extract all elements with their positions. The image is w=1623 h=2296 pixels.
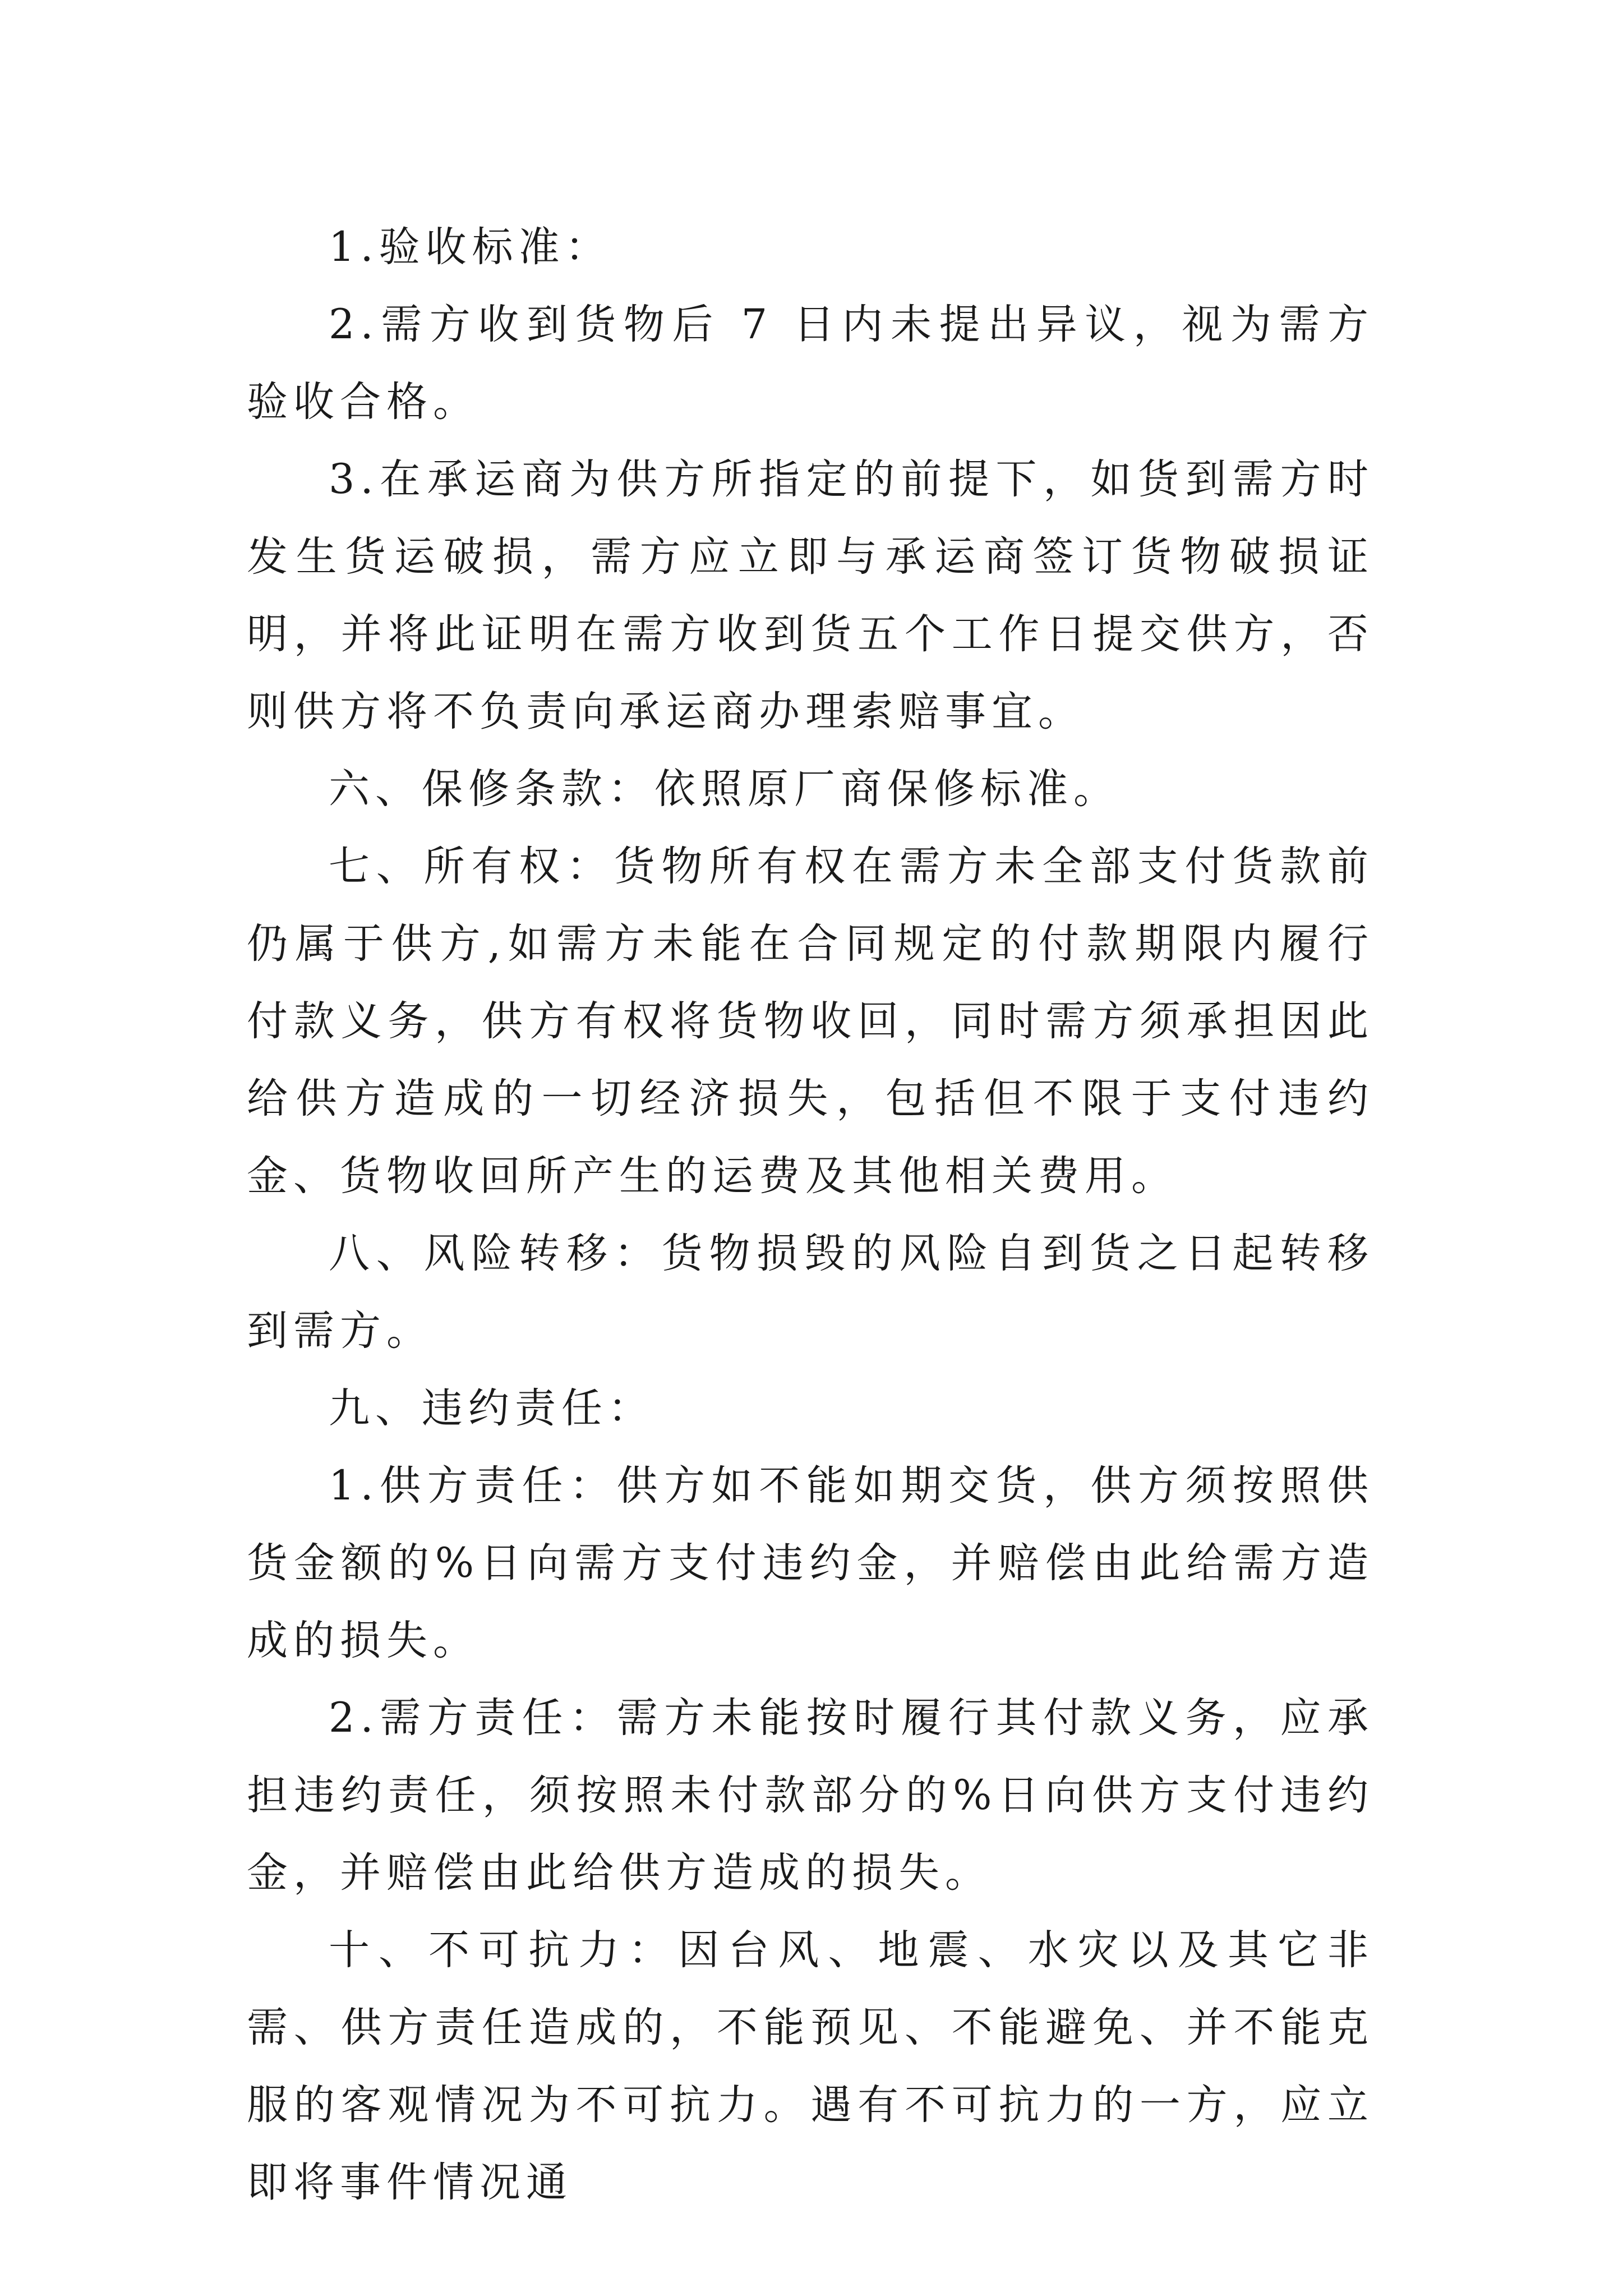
document-body [247, 209, 1374, 2221]
paragraph-supplier-liability: 1.供方责任：供方如不能如期交货，供方须按照供货金额的%日向需方支付违约金，并赔偿由此给需方造成的损失。 [247, 1462, 1374, 1664]
paragraph-risk-transfer: 八、风险转移：货物损毁的风险自到货之日起转移到需方。 [247, 1230, 1374, 1355]
paragraph-buyer-liability: 2.需方责任：需方未能按时履行其付款义务，应承担违约责任，须按照未付款部分的%日向供方支付违约金，并赔偿由此给供方造成的损失。 [247, 1694, 1374, 1897]
paragraph-ownership: 七、所有权：货物所有权在需方未全部支付货款前仍属于供方,如需方未能在合同规定的付款期限内履行付款义务，供方有权将货物收回，同时需方须承担因此给供方造成的一切经济损失，包括但不限于支付违约金、货物收回所产生的运费及其他相关费用。 [247, 843, 1374, 1200]
paragraph-acceptance-deadline: 2.需方收到货物后 7 日内未提出异议，视为需方验收合格。 [247, 301, 1374, 426]
paragraph-acceptance-standard: 1.验收标准： [329, 223, 612, 271]
paragraph-force-majeure: 十、不可抗力：因台风、地震、水灾以及其它非需、供方责任造成的，不能预见、不能避免、并不能克服的客观情况为不可抗力。遇有不可抗力的一方，应立即将事件情况通 [247, 1926, 1374, 2206]
paragraph-shipping-damage: 3.在承运商为供方所指定的前提下，如货到需方时发生货运破损，需方应立即与承运商签订货物破损证明，并将此证明在需方收到货五个工作日提交供方，否则供方将不负责向承运商办理索赔事宜。 [247, 455, 1374, 735]
paragraph-liability-heading: 九、违约责任： [329, 1384, 654, 1432]
paragraph-warranty: 六、保修条款：依照原厂商保修标准。 [329, 765, 1120, 813]
